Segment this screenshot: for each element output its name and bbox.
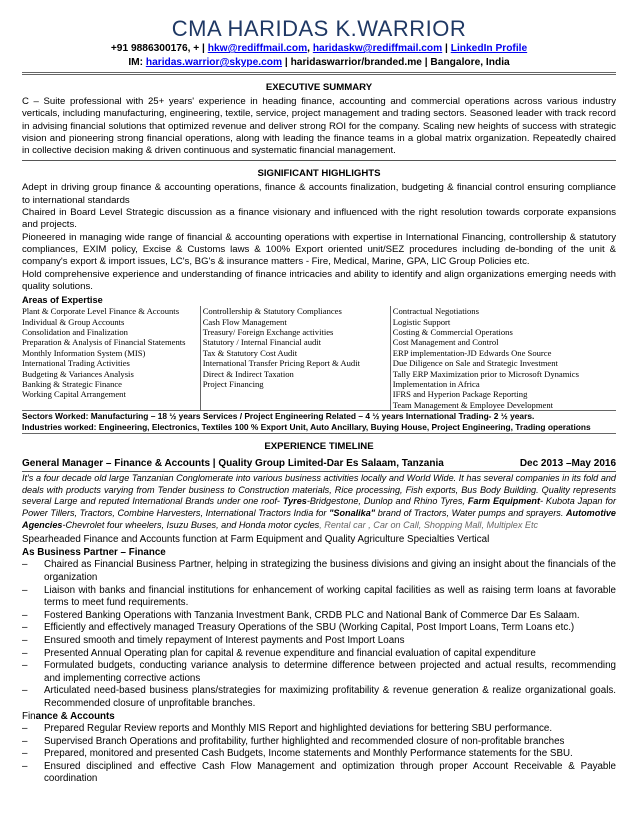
expertise-item: Monthly Information System (MIS) [22, 347, 146, 358]
expertise-item: Banking & Strategic Finance [22, 379, 122, 389]
spearhead-line: Spearheaded Finance and Accounts function at Farm Equipment and Quality Agriculture Specialties Vertical [22, 534, 490, 546]
expertise-item: Treasury/ Foreign Exchange activities [202, 326, 334, 337]
expertise-item: Budgeting & Variances Analysis [22, 368, 134, 379]
finance-heading-b: ance & Accounts [35, 710, 115, 722]
candidate-name: CMA HARIDAS K.WARRIOR [171, 16, 467, 41]
company-bold: Farm Equipment [467, 496, 540, 507]
partner-heading: As Business Partner – Finance [22, 546, 166, 558]
company-text-grey: , Rental car , Car on Call, Shopping Mall, Multiplex Etc [319, 519, 539, 530]
expertise-item: International Transfer Pricing Report & Audit [202, 358, 360, 369]
expertise-item: Statutory / Internal Financial audit [202, 337, 322, 348]
expertise-item: Controllership & Statutory Compliances [202, 306, 342, 317]
highlight-item: Hold comprehensive experience and understanding of finance intricacies and ability to identify and align organizations emerging needs with quality solutions. [22, 268, 616, 292]
contact-line-2 [22, 56, 616, 70]
expertise-item: International Trading Activities [22, 358, 130, 369]
list-item: – Chaired as Financial Business Partner, helping in strategizing the business divisions and giving an insight about the financials of the organization [22, 559, 616, 584]
expertise-item: Project Financing [202, 379, 264, 389]
expertise-item: Working Capital Arrangement [22, 389, 126, 400]
company-bold: Tyres [282, 496, 307, 507]
partner-list [22, 559, 616, 710]
list-item: – Fostered Banking Operations with Tanzania Investment Bank, CRDB PLC and National Bank of Commerce Dar Es Salaam. [22, 610, 616, 623]
summary-text: C – Suite professional with 25+ years' experience in heading finance, accounting and commercial operations across various industry verticals, including manufacturing, engineering, textile, service, project management and trading sectors. Seasoned leader with track record in advising financial solutions that optimized revenue and deliver strong ROI for the company. Scaling new heights of success with strategic vision and pioneering strong financial operations, along with leading the finance teams in a global matrix organization. Repeatedly chaired in collective decision making & driven continuous and systematic financial management. [22, 96, 616, 157]
list-item: – Prepared, monitored and presented Cash Budgets, Income statements and Monthly Performance statements for the SBU. [22, 748, 616, 761]
expertise-item: Direct & Indirect Taxation [202, 368, 294, 379]
linkedin-link[interactable]: LinkedIn Profile [450, 43, 528, 54]
list-item: – Articulated need-based business plans/strategies for maximizing profitability & revenue generation & realize organizational goals. Recommended closure of unprofitable branches. [22, 685, 616, 710]
company-description [22, 473, 616, 531]
company-text: -Bridgestone, Dunlop and Rhino Tyres, [306, 496, 468, 507]
list-item: – Formulated budgets, conducting variance analysis to determine difference between projected and actual results, recommending and implementing corrective actions [22, 660, 616, 685]
industries-line: Industries worked: Engineering, Electronics, Textiles 100 % Export Unit, Auto Ancillary, Buying House, Project Engineering, Trading operations [22, 422, 591, 433]
expertise-item: Consolidation and Finalization [22, 326, 128, 337]
company-bold: "Sonalika" [329, 508, 376, 518]
company-text: It's a four decade old large Tanzanian Conglomerate into various business activities locally and World Wide. It has several companies in its fold and deals with products varying from Tender business to Construction materials, Rice processing, Fish exports, Bus Body Building. Quality represents several Large and reputed International Brands under one roof- [22, 473, 616, 507]
expertise-title: Areas of Expertise [22, 295, 103, 306]
separator: | [442, 43, 451, 54]
company-text: - Kubota Japan for Power Tillers, Tractors, Combine Harvesters, International Tractors India for [22, 496, 616, 518]
experience-title: EXPERIENCE TIMELINE [264, 441, 374, 453]
phone-text: +91 9886300176, + | [110, 43, 208, 54]
expertise-item: Cost Management and Control [392, 337, 499, 348]
highlight-item: Adept in driving group finance & accounting operations, finance & accounts finalization, budgeting & financial control ensuring compliance to international standards [22, 182, 616, 206]
highlight-item: Chaired in Board Level Strategic discussion as a finance visionary and influenced with the right resolution towards corporate expansions and projects. [22, 207, 616, 231]
expertise-item: Cash Flow Management [202, 316, 287, 327]
expertise-item: Contractual Negotiations [392, 306, 479, 317]
contact-line-1 [22, 42, 616, 56]
expertise-table [22, 306, 616, 410]
expertise-column-3 [390, 306, 616, 410]
expertise-item: Tax & Statutory Cost Audit [202, 347, 298, 358]
finance-heading [22, 711, 616, 724]
list-item: – Ensured smooth and timely repayment of Interest payments and Post Import Loans [22, 635, 616, 648]
list-item: – Ensured disciplined and effective Cash Flow Management and optimization through proper Account Receivable & Payable coordination [22, 761, 616, 786]
skype-link[interactable]: haridas.warrior@skype.com [145, 57, 283, 68]
email-link-1[interactable]: hkw@rediffmail.com [207, 43, 308, 54]
expertise-item: Preparation & Analysis of Financial Statements [22, 337, 186, 348]
separator: , [307, 43, 313, 54]
summary-title: EXECUTIVE SUMMARY [265, 82, 373, 93]
sectors-line: Sectors Worked: Manufacturing – 18 ½ years Services / Project Engineering Related – 4 ½ years International Trading- 2 ½ years. [22, 411, 535, 422]
expertise-item: Implementation in Africa [392, 379, 480, 389]
expertise-item: Logistic Support [392, 316, 451, 327]
expertise-column-2 [200, 306, 390, 410]
expertise-item: Tally ERP Maximization prior to Microsoft Dynamics [392, 368, 579, 379]
list-item: – Presented Annual Operating plan for capital & revenue expenditure and financial evaluation of capital expenditure [22, 648, 616, 661]
job-header [22, 457, 616, 470]
list-item: – Prepared Regular Review reports and Monthly MIS Report and highlighted deviations for bettering SBU performance. [22, 723, 616, 736]
expertise-item: Costing & Commercial Operations [392, 326, 513, 337]
contact-rest: | haridaswarrior/branded.me | Bangalore, India [282, 57, 510, 68]
finance-list [22, 723, 616, 786]
list-item: – Efficiently and effectively managed Treasury Operations of the SBU (Working Capital, Post Import Loans, Term Loans etc.) [22, 622, 616, 635]
expertise-column-1 [22, 306, 200, 410]
expertise-item: ERP implementation-JD Edwards One Source [392, 347, 552, 358]
email-link-2[interactable]: haridaskw@rediffmail.com [312, 43, 443, 54]
expertise-item: Individual & Group Accounts [22, 316, 125, 327]
im-label: IM: [128, 57, 146, 68]
divider [22, 160, 616, 161]
expertise-item: Plant & Corporate Level Finance & Accounts [22, 306, 180, 317]
list-item: – Liaison with banks and financial institutions for enhancement of working capital facilities as well as raising term loans at favorable terms to meet fund requirements. [22, 585, 616, 610]
highlight-item: Pioneered in managing wide range of financial & accounting operations with expertise in International Financing, controllership & statutory compliances, EXIM policy, Excise & Customs laws & 100% Export oriented unit/SEZ procedures including de-bonding of the unit & company's export & import issues, LC's, BG's & insurance matters - Fire, Medical, Marine, GPA, LIC Group Policies etc. [22, 231, 616, 268]
sectors-block [22, 410, 616, 434]
expertise-item: Due Diligence on Sale and Strategic Investment [392, 358, 558, 369]
job-title: General Manager – Finance & Accounts | Quality Group Limited-Dar Es Salaam, Tanzania [22, 458, 444, 470]
finance-heading-a: Fin [22, 710, 36, 722]
expertise-item: IFRS and Hyperion Package Reporting [392, 389, 528, 400]
expertise-item: Team Management & Employee Development [392, 399, 554, 410]
company-text: -Chevrolet four wheelers, Isuzu Buses, and Honda motor cycles [62, 519, 320, 530]
list-item: – Supervised Branch Operations and profitability, further highlighted and recommended closure of non-profitable branches [22, 736, 616, 749]
company-bold: Automotive Agencies [22, 508, 616, 530]
company-text: brand of Tractors, Water pumps and sprayers. [375, 508, 566, 518]
divider [22, 471, 616, 472]
divider [22, 72, 616, 75]
job-dates: Dec 2013 –May 2016 [519, 458, 616, 470]
highlights-title: SIGNIFICANT HIGHLIGHTS [257, 168, 381, 180]
